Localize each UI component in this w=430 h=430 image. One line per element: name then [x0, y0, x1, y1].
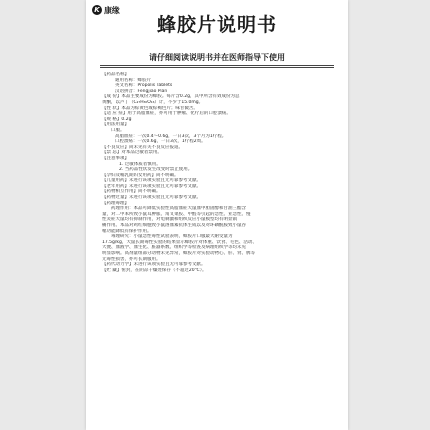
- instruction-sheet: [86, 0, 348, 430]
- brand-logo-text: 康缘: [104, 5, 120, 15]
- section-header-caution: 【注意事项】: [102, 155, 129, 161]
- document-title: 蜂胶片说明书: [156, 14, 277, 36]
- divider-line: [100, 65, 334, 66]
- usage-line: 口腔溃疡：一次0.6g，一日3次，1疗程2周。: [115, 139, 206, 145]
- pharmacology-line: 痛作用。本品对鸡红细胞致小鼠溶血素抗体生成以及对环磷酰胺致小鼠吞: [102, 223, 246, 229]
- composition-line: 【成 份】本品主要成份为蜂胶。每片含0.2g，其中所含有效成份为总: [102, 94, 240, 100]
- spec-line: 【规 格】0.2g: [102, 116, 132, 122]
- pregnancy-line: 【孕妇及哺乳期妇女用药】尚不明确。: [102, 172, 179, 178]
- adverse-line: 【不良反应】尚未见有关不良反应报道。: [102, 144, 183, 150]
- section-header-usage: 【用法用量】: [102, 122, 129, 128]
- toxicology-line: 明显影响。高剂量组部分动物未见异常，蜂胶片对实验动物心、肝、肾、脾等: [102, 251, 255, 256]
- toxicology-line: 无毒性损害，亦可长期服用。: [102, 256, 161, 262]
- geriatric-line: 【老年用药】未进行该项实验且无可靠参考文献。: [102, 183, 201, 189]
- section-header-name: 【药品名称】: [102, 72, 129, 77]
- generic-name: 通用名称：蜂胶片: [115, 77, 151, 83]
- usage-line: 口服。: [111, 127, 125, 133]
- character-line: 【性 状】本品为棕黄色或棕褐色片；味甘微苦。: [102, 105, 198, 111]
- pharmacology-line: 量，对二甲苯所致小鼠耳肿胀、角叉菜胶、甲醛等引起的急性、亚急性、慢: [102, 211, 251, 217]
- pediatric-line: 【儿童用药】未进行该项实验且无可靠参考文献。: [102, 178, 201, 184]
- toxicology-line: 毒理研究：小鼠急性毒性试验表明，蜂胶片口服最大耐受量为: [111, 234, 233, 240]
- composition-line: 黄酮，以芦丁（C₂₇H₃₀O₁₆）计，不少于15.0mg。: [102, 99, 204, 105]
- toxicology-line: 17.5g/kg，大鼠长期毒性实验的结果显示蜂胶片对体重、饮食、毛色、活动、: [102, 239, 257, 245]
- caution-line: 2. 当药品性状发生改变时禁止使用。: [119, 167, 193, 173]
- divider-line: [100, 67, 334, 68]
- document-body: [102, 72, 336, 273]
- indications-line: 【适 应 症】用于高脂血症，亦可用于肿瘤、化疗后的口腔溃疡。: [102, 111, 231, 117]
- usage-line: 高脂血症：一次0.4～0.6g，一日3次，3个月为1疗程。: [115, 133, 227, 139]
- storage-line: 【贮 藏】密封，在阴凉干燥处保存（不超过20℃）。: [102, 267, 207, 273]
- pharmacokinetics-line: 【药代动力学】未进行该项实验且无可靠参考文献。: [102, 262, 206, 268]
- overdose-line: 【药物过量】未进行该项实验且无可靠参考文献。: [102, 195, 201, 201]
- caution-line: 1. 过敏体质者慎用。: [119, 161, 161, 167]
- pharmacology-line: 性炎症大鼠均有抑制作用，对电刺激和组织反应小鼠模型均有明显镇: [102, 217, 237, 223]
- brand-logo-icon: K: [92, 5, 102, 15]
- pharmacology-line: 噬功能降低有保护作用。: [102, 228, 152, 234]
- contraindication-line: 【禁 忌】对本品过敏者禁用。: [102, 150, 162, 156]
- interaction-line: 【药物相互作用】尚不明确。: [102, 189, 161, 195]
- pinyin-name: 汉语拼音：Fengjiao Pian: [115, 88, 168, 94]
- section-header-pharmacology: 【药理毒理】: [102, 200, 129, 206]
- english-name: 英文名称：Propolis Tablets: [115, 83, 173, 89]
- document-subtitle: 请仔细阅读说明书并在医师指导下使用: [149, 53, 285, 62]
- toxicology-line: 大便、血液学、血生化、脏器系数、组织学等检查及病理组织学等均未见: [102, 245, 246, 251]
- pharmacology-line: 药理作用：本品可降低实验性高脂血症大鼠血中胆固醇和甘油三酯含: [111, 206, 246, 212]
